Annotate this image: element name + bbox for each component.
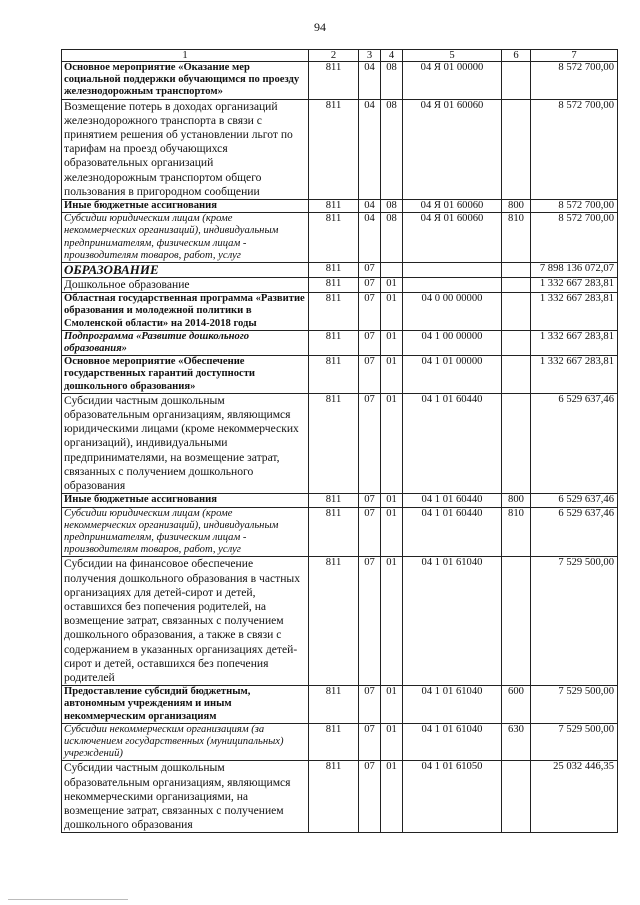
table-row <box>62 263 618 278</box>
ministry-code-cell: 811 <box>309 686 359 724</box>
row-name-cell: Иные бюджетные ассигнования <box>62 200 309 213</box>
target-article-cell <box>403 263 502 278</box>
ministry-code-cell: 811 <box>309 356 359 394</box>
target-article-cell: 04 1 01 61050 <box>403 761 502 833</box>
row-name-cell: Подпрограмма «Развитие дошкольного образования» <box>62 330 309 355</box>
ministry-code-cell: 811 <box>309 200 359 213</box>
section-code-cell: 07 <box>359 330 381 355</box>
subsection-code-cell: 01 <box>381 507 403 557</box>
section-code-cell: 04 <box>359 200 381 213</box>
expense-type-cell: 810 <box>502 213 531 263</box>
section-code-cell: 07 <box>359 494 381 507</box>
subsection-code-cell: 01 <box>381 686 403 724</box>
amount-cell: 6 529 637,46 <box>531 393 618 493</box>
expense-type-cell: 600 <box>502 686 531 724</box>
section-code-cell: 04 <box>359 99 381 199</box>
table-row <box>62 330 618 355</box>
amount-cell: 8 572 700,00 <box>531 62 618 100</box>
amount-cell: 7 529 500,00 <box>531 686 618 724</box>
table-row <box>62 99 618 199</box>
column-header: 3 <box>359 50 381 62</box>
subsection-code-cell: 01 <box>381 356 403 394</box>
ministry-code-cell: 811 <box>309 557 359 686</box>
ministry-code-cell: 811 <box>309 99 359 199</box>
target-article-cell: 04 1 01 60440 <box>403 507 502 557</box>
target-article-cell: 04 1 01 00000 <box>403 356 502 394</box>
expense-type-cell: 630 <box>502 723 531 761</box>
section-code-cell: 07 <box>359 761 381 833</box>
amount-cell: 7 529 500,00 <box>531 723 618 761</box>
ministry-code-cell: 811 <box>309 293 359 331</box>
expense-type-cell <box>502 278 531 293</box>
expense-type-cell <box>502 330 531 355</box>
ministry-code-cell: 811 <box>309 263 359 278</box>
subsection-code-cell: 08 <box>381 213 403 263</box>
table-row <box>62 686 618 724</box>
ministry-code-cell: 811 <box>309 393 359 493</box>
expense-type-cell: 800 <box>502 200 531 213</box>
section-code-cell: 07 <box>359 557 381 686</box>
ministry-code-cell: 811 <box>309 723 359 761</box>
column-header: 6 <box>502 50 531 62</box>
target-article-cell: 04 1 01 60440 <box>403 393 502 493</box>
amount-cell: 8 572 700,00 <box>531 200 618 213</box>
subsection-code-cell: 01 <box>381 293 403 331</box>
table-row <box>62 494 618 507</box>
amount-cell: 8 572 700,00 <box>531 213 618 263</box>
ministry-code-cell: 811 <box>309 213 359 263</box>
subsection-code-cell: 01 <box>381 330 403 355</box>
amount-cell: 1 332 667 283,81 <box>531 293 618 331</box>
page-footer-fragment <box>0 893 640 905</box>
row-name-cell: Субсидии частным дошкольным образовательным организациям, являющимся юридическими лицами (кроме некоммерческих организаций), индивидуальными предпринимателями, на возмещение затрат, связанных с получением дошкольного образования <box>62 393 309 493</box>
subsection-code-cell: 08 <box>381 99 403 199</box>
column-header: 5 <box>403 50 502 62</box>
amount-cell: 6 529 637,46 <box>531 507 618 557</box>
amount-cell: 6 529 637,46 <box>531 494 618 507</box>
row-name-cell: Субсидии некоммерческим организациям (за исключением государственных (муниципальных) учреждений) <box>62 723 309 761</box>
expense-type-cell <box>502 393 531 493</box>
target-article-cell: 04 Я 01 60060 <box>403 213 502 263</box>
section-code-cell: 04 <box>359 62 381 100</box>
target-article-cell: 04 1 01 61040 <box>403 723 502 761</box>
row-name-cell: Возмещение потерь в доходах организаций железнодорожного транспорта в связи с принятием решения об установлении льгот по тарифам на проезд обучающихся образовательных организаций железнодорожным транспортом общего пользования в пригородном сообщении <box>62 99 309 199</box>
ministry-code-cell: 811 <box>309 761 359 833</box>
row-name-cell: Основное мероприятие «Оказание мер социальной поддержки обучающимся по проезду железнодорожным транспортом» <box>62 62 309 100</box>
ministry-code-cell: 811 <box>309 507 359 557</box>
section-code-cell: 07 <box>359 686 381 724</box>
budget-table <box>61 49 618 833</box>
subsection-code-cell: 01 <box>381 393 403 493</box>
amount-cell: 1 332 667 283,81 <box>531 356 618 394</box>
row-name-cell: Субсидии частным дошкольным образовательным организациям, являющимся некоммерческими организациями, на возмещение затрат, связанных с получением дошкольного образования <box>62 761 309 833</box>
subsection-code-cell: 08 <box>381 200 403 213</box>
target-article-cell: 04 1 01 61040 <box>403 686 502 724</box>
table-row <box>62 200 618 213</box>
column-header: 1 <box>62 50 309 62</box>
table-row <box>62 213 618 263</box>
row-name-cell: Основное мероприятие «Обеспечение государственных гарантий доступности дошкольного образования» <box>62 356 309 394</box>
subsection-code-cell: 01 <box>381 761 403 833</box>
column-header: 2 <box>309 50 359 62</box>
target-article-cell: 04 1 00 00000 <box>403 330 502 355</box>
section-code-cell: 07 <box>359 393 381 493</box>
target-article-cell: 04 1 01 60440 <box>403 494 502 507</box>
target-article-cell: 04 Я 01 00000 <box>403 62 502 100</box>
amount-cell: 25 032 446,35 <box>531 761 618 833</box>
table-row <box>62 278 618 293</box>
ministry-code-cell: 811 <box>309 330 359 355</box>
table-row <box>62 723 618 761</box>
table-row <box>62 356 618 394</box>
target-article-cell: 04 Я 01 60060 <box>403 99 502 199</box>
target-article-cell: 04 Я 01 60060 <box>403 200 502 213</box>
target-article-cell: 04 1 01 61040 <box>403 557 502 686</box>
target-article-cell: 04 0 00 00000 <box>403 293 502 331</box>
section-code-cell: 07 <box>359 723 381 761</box>
amount-cell: 7 898 136 072,07 <box>531 263 618 278</box>
subsection-code-cell: 01 <box>381 494 403 507</box>
amount-cell: 1 332 667 283,81 <box>531 278 618 293</box>
section-code-cell: 07 <box>359 293 381 331</box>
subsection-code-cell <box>381 263 403 278</box>
table-row <box>62 761 618 833</box>
column-header: 7 <box>531 50 618 62</box>
section-code-cell: 04 <box>359 213 381 263</box>
subsection-code-cell: 01 <box>381 557 403 686</box>
ministry-code-cell: 811 <box>309 62 359 100</box>
row-name-cell: Иные бюджетные ассигнования <box>62 494 309 507</box>
table-row <box>62 557 618 686</box>
section-code-cell: 07 <box>359 263 381 278</box>
table-row <box>62 293 618 331</box>
ministry-code-cell: 811 <box>309 278 359 293</box>
table-row <box>62 393 618 493</box>
expense-type-cell <box>502 356 531 394</box>
expense-type-cell <box>502 99 531 199</box>
expense-type-cell <box>502 263 531 278</box>
page-number: 94 <box>314 20 326 34</box>
subsection-code-cell: 01 <box>381 278 403 293</box>
amount-cell: 1 332 667 283,81 <box>531 330 618 355</box>
expense-type-cell: 810 <box>502 507 531 557</box>
section-code-cell: 07 <box>359 356 381 394</box>
target-article-cell <box>403 278 502 293</box>
table-header-row <box>62 50 618 62</box>
row-name-cell: Субсидии на финансовое обеспечение получения дошкольного образования в частных организациях для детей-сирот и детей, оставшихся без попечения родителей, на возмещение затрат, связанных с получением дошкольного образования, а также в связи с содержанием в указанных организациях детей-сирот и детей, оставшихся без попечения родителей <box>62 557 309 686</box>
expense-type-cell: 800 <box>502 494 531 507</box>
subsection-code-cell: 01 <box>381 723 403 761</box>
table-row <box>62 62 618 100</box>
section-code-cell: 07 <box>359 507 381 557</box>
expense-type-cell <box>502 761 531 833</box>
section-code-cell: 07 <box>359 278 381 293</box>
amount-cell: 8 572 700,00 <box>531 99 618 199</box>
subsection-code-cell: 08 <box>381 62 403 100</box>
row-name-cell: Субсидии юридическим лицам (кроме некоммерческих организаций), индивидуальным предпринимателям, физическим лицам - производителям товаров, работ, услуг <box>62 213 309 263</box>
expense-type-cell <box>502 62 531 100</box>
row-name-cell: Предоставление субсидий бюджетным, автономным учреждениям и иным некоммерческим организациям <box>62 686 309 724</box>
table-row <box>62 507 618 557</box>
ministry-code-cell: 811 <box>309 494 359 507</box>
expense-type-cell <box>502 293 531 331</box>
row-name-cell: Субсидии юридическим лицам (кроме некоммерческих организаций), индивидуальным предпринимателям, физическим лицам - производителям товаров, работ, услуг <box>62 507 309 557</box>
expense-type-cell <box>502 557 531 686</box>
row-name-cell: ОБРАЗОВАНИЕ <box>62 263 309 278</box>
row-name-cell: Дошкольное образование <box>62 278 309 293</box>
amount-cell: 7 529 500,00 <box>531 557 618 686</box>
row-name-cell: Областная государственная программа «Развитие образования и молодежной политики в Смоленской области» на 2014-2018 годы <box>62 293 309 331</box>
column-header: 4 <box>381 50 403 62</box>
